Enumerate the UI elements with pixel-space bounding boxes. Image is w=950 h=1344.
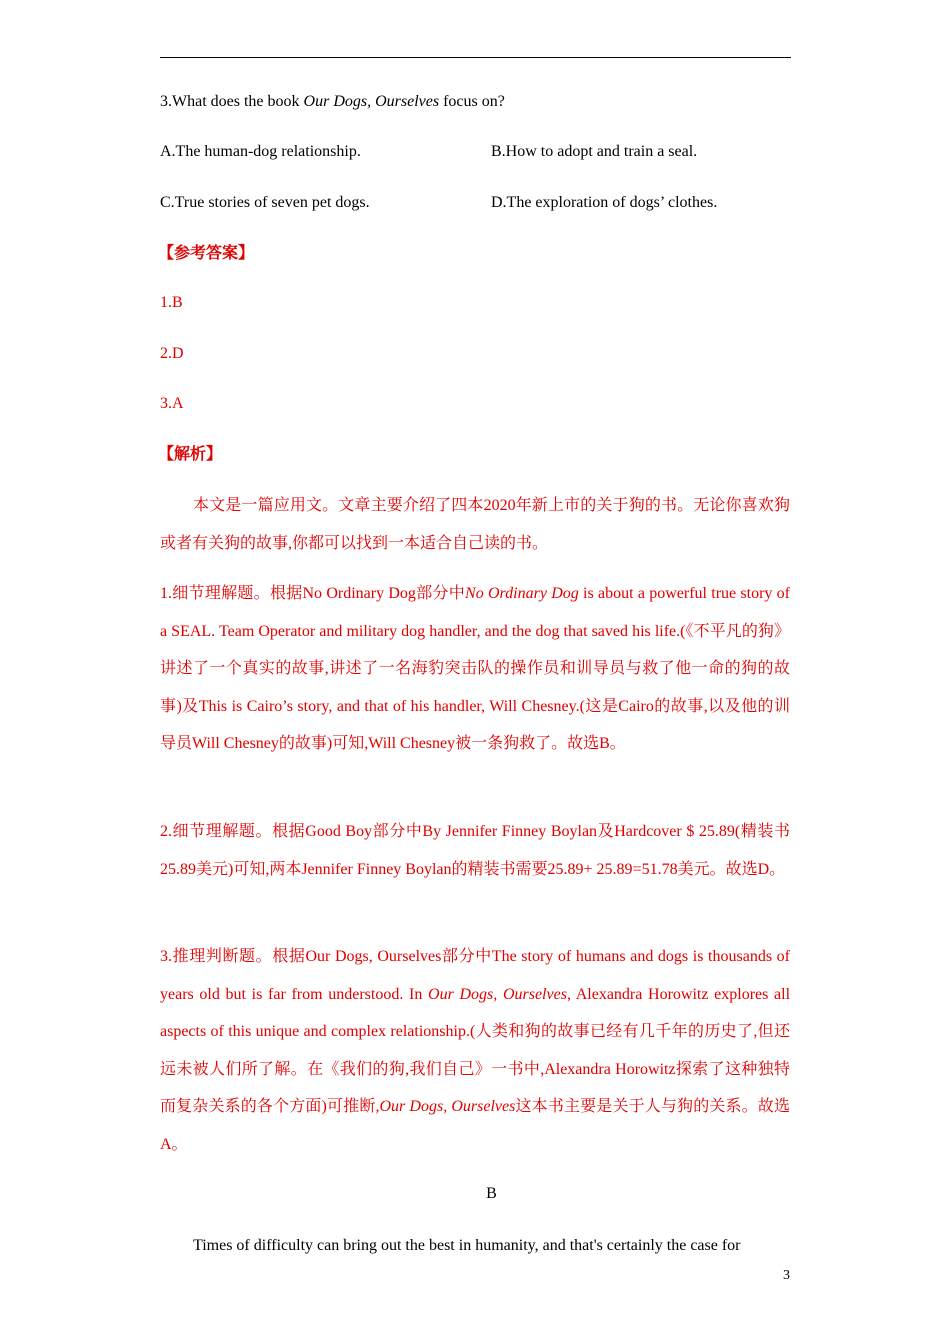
passage-start: Times of difficulty can bring out the best in humanity, and that's certainly the case for <box>193 1237 741 1254</box>
analysis-item-1: 1.细节理解题。根据No Ordinary Dog部分中No Ordinary Dog is about a powerful true story of a SEAL. Team Operator and military dog handler, and the dog that saved his life.(《不平凡的狗》讲述了一个真实的故事,讲述了一名海豹突击队的操作员和训导员与救了他一命的狗的故事)及This is Cairo’s story, and that of his handler, Will Chesney.(这是Cairo的故事,以及他的训导员Will Chesney的故事)可知,Will Chesney被一条狗救了。故选B。 <box>160 585 791 752</box>
book-title: Our Dogs, Ourselves <box>303 93 440 110</box>
answer-2: 2.D <box>160 345 184 362</box>
answer-heading: 【参考答案】 <box>158 245 255 262</box>
analysis-item-3: 3.推理判断题。根据Our Dogs, Ourselves部分中The story of humans and dogs is thousands of years old but is far from understood. In Our Dogs, Ourselves, Alexandra Horowitz explores all aspects of this unique and complex relationship.(人类和狗的故事已经有几千年的历史了,但还远未被人们所了解。在《我们的狗,我们自己》一书中,Alexandra Horowitz探索了这种独特而复杂关系的各个方面)可推断,Our Dogs, Ourselves这本书主要是关于人与狗的关系。故选A。 <box>160 948 791 1153</box>
option-b: B.How to adopt and train a seal. <box>491 143 698 160</box>
analysis-item-2: 2.细节理解题。根据Good Boy部分中By Jennifer Finney Boylan及Hardcover $ 25.89(精装书25.89美元)可知,两本Jennifer Finney Boylan的精装书需要25.89+ 25.89=51.78美元。故选D。 <box>160 823 790 878</box>
section-label: B <box>486 1185 497 1202</box>
question-3: 3.What does the book Our Dogs, Ourselves focus on? <box>160 93 505 110</box>
header-rule <box>160 57 791 58</box>
option-c: C.True stories of seven pet dogs. <box>160 194 370 211</box>
page-number: 3 <box>783 1268 790 1283</box>
answer-3: 3.A <box>160 395 184 412</box>
option-a: A.The human-dog relationship. <box>160 143 361 160</box>
answer-1: 1.B <box>160 294 183 311</box>
analysis-intro: 本文是一篇应用文。文章主要介绍了四本2020年新上市的关于狗的书。无论你喜欢狗或者有关狗的故事,你都可以找到一本适合自己读的书。 <box>160 497 790 552</box>
option-d: D.The exploration of dogs’ clothes. <box>491 194 718 211</box>
analysis-heading: 【解析】 <box>158 446 223 463</box>
